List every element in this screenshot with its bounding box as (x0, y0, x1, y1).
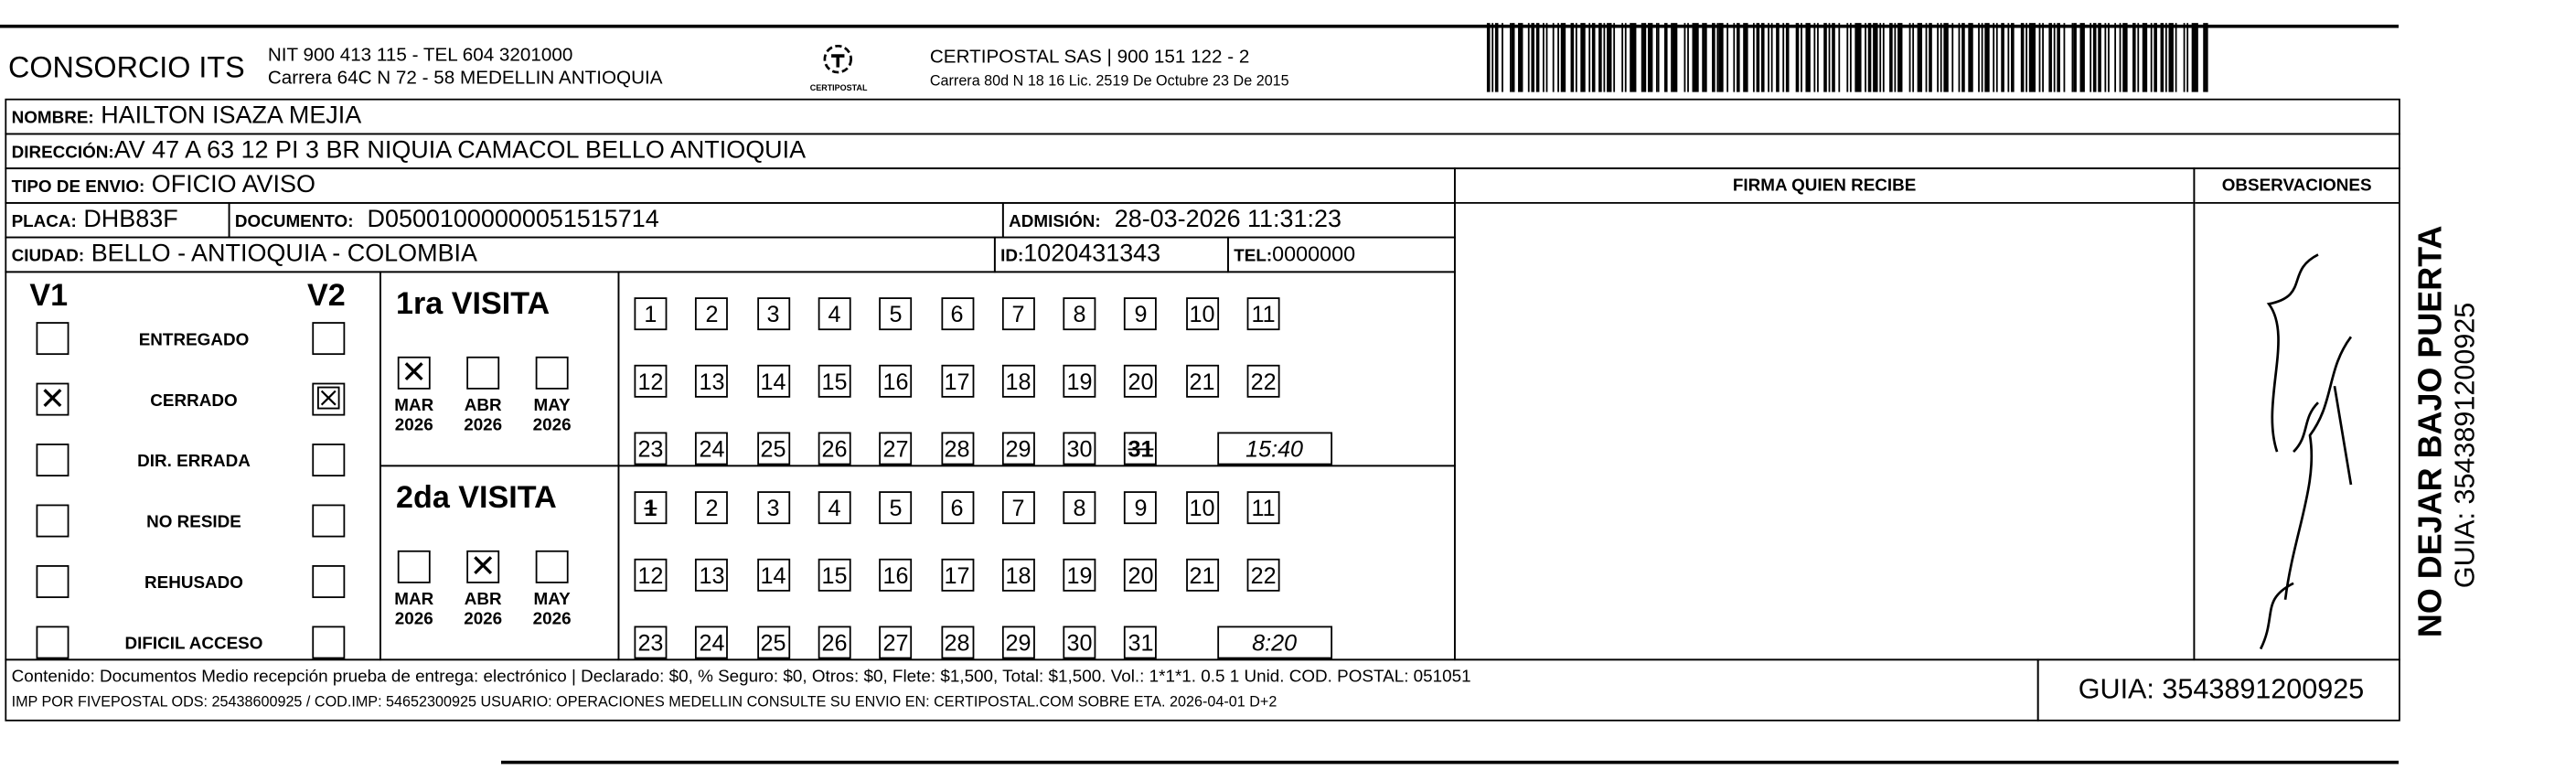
barcode-bar (1926, 23, 1928, 91)
day-checkbox[interactable]: 9 (1125, 297, 1158, 330)
company-nit: NIT 900 413 115 - TEL 604 3201000 (267, 46, 573, 66)
status-label: DIFICIL ACCESO (124, 634, 263, 655)
nombre-label: NOMBRE: (11, 108, 94, 129)
barcode-bar (1889, 23, 1892, 91)
day-checkbox[interactable]: 14 (757, 365, 790, 398)
day-checkbox[interactable]: 1 (634, 297, 667, 330)
barcode-bar (1846, 23, 1848, 91)
barcode-bar (2142, 23, 2147, 91)
side-guia: GUIA: 3543891200925 (2449, 302, 2481, 589)
month-checkbox[interactable]: ✕ (466, 551, 499, 583)
v2-checkbox[interactable] (312, 626, 345, 659)
barcode-bar (1607, 23, 1611, 91)
day-checkbox[interactable]: 14 (757, 559, 790, 592)
v1-checkbox[interactable]: ✕ (37, 383, 69, 416)
day-checkbox[interactable]: 27 (880, 433, 913, 465)
barcode-bar (1683, 23, 1686, 91)
v2-checkbox[interactable] (312, 565, 345, 598)
month-name: MAY (533, 395, 571, 416)
day-checkbox[interactable]: 29 (1002, 433, 1035, 465)
day-checkbox[interactable]: 24 (695, 433, 728, 465)
carrier-info (930, 46, 1289, 91)
month-checkbox[interactable] (398, 551, 431, 583)
placa-cell (5, 202, 230, 239)
barcode-bar (1951, 23, 1953, 91)
barcode-bar (2010, 23, 2015, 91)
day-checkbox[interactable]: 4 (818, 297, 851, 330)
barcode-bar (1664, 23, 1667, 91)
barcode-bar (1726, 23, 1728, 91)
visit-time: 8:20 (1217, 626, 1332, 659)
barcode-bar (1985, 23, 1990, 91)
barcode-bar (1743, 23, 1748, 91)
month-name: ABR (464, 589, 502, 610)
barcode-bar (1528, 23, 1530, 91)
barcode-bar (1509, 23, 1511, 91)
barcode-bar (1868, 23, 1871, 91)
status-label: CERRADO (150, 390, 238, 412)
barcode-bar (1531, 23, 1534, 91)
barcode-bar (1491, 23, 1493, 91)
barcode-bar (1543, 23, 1545, 91)
day-checkbox[interactable]: 30 (1064, 626, 1096, 659)
barcode-bar (1883, 23, 1885, 91)
placa-value: DHB83F (83, 205, 178, 234)
month-year: 2026 (464, 609, 503, 630)
day-checkbox[interactable]: 19 (1064, 365, 1096, 398)
company-address: Carrera 64C N 72 - 58 MEDELLIN ANTIOQUIA (267, 69, 663, 90)
barcode-bar (1796, 23, 1799, 91)
barcode-bar (1705, 23, 1707, 91)
barcode-bar (1981, 23, 1983, 91)
barcode-bar (1558, 23, 1560, 91)
barcode-bar (2113, 23, 2116, 91)
v1-checkbox[interactable] (37, 322, 69, 355)
ciudad-label: CIUDAD: (11, 246, 85, 267)
day-checkbox[interactable]: 2 (695, 491, 728, 524)
tel-value: 0000000 (1272, 241, 1356, 267)
barcode-bar (1978, 23, 1980, 91)
v1-checkbox[interactable] (37, 565, 69, 598)
barcode-bar (1655, 23, 1657, 91)
barcode-bar (1777, 23, 1780, 91)
barcode-bar (1832, 23, 1836, 91)
barcode-bar (2007, 23, 2009, 91)
barcode-bar (1813, 23, 1815, 91)
barcode-bar (2025, 23, 2026, 91)
day-checkbox[interactable]: 21 (1186, 365, 1219, 398)
tipo-label: TIPO DE ENVIO: (11, 177, 145, 198)
barcode-bar (2098, 23, 2102, 91)
barcode-bar (1993, 23, 1994, 91)
barcode-bar (1873, 23, 1877, 91)
day-checkbox[interactable]: 17 (941, 559, 974, 592)
day-checkbox[interactable]: 17 (941, 365, 974, 398)
footer-info (5, 658, 2038, 721)
barcode-bar (2041, 23, 2044, 91)
barcode-bar (1913, 23, 1915, 91)
day-checkbox[interactable]: 13 (695, 365, 728, 398)
barcode-bar (1805, 23, 1811, 91)
direccion-value: AV 47 A 63 12 PI 3 BR NIQUIA CAMACOL BELLO ANTIOQUIA (113, 136, 807, 165)
day-checkbox[interactable]: 28 (941, 433, 974, 465)
barcode-bar (2165, 23, 2167, 91)
barcode-bar (1588, 23, 1590, 91)
barcode-bar (1693, 23, 1698, 91)
month-label (386, 396, 442, 435)
barcode-bar (1535, 23, 1540, 91)
barcode-bar (1487, 23, 1490, 91)
ciudad-value: BELLO - ANTIOQUIA - COLOMBIA (91, 240, 478, 268)
barcode-bar (1770, 23, 1772, 91)
barcode-bar (1936, 23, 1939, 91)
ciudad-cell (5, 237, 995, 273)
firma-box (1454, 167, 2195, 660)
barcode-bar (1571, 23, 1574, 91)
barcode-bar (1849, 23, 1852, 91)
barcode-bar (2064, 23, 2066, 91)
barcode-bar (1753, 23, 1755, 91)
day-checkbox[interactable]: 31 (1125, 433, 1158, 465)
status-label: REHUSADO (144, 573, 243, 594)
v2-checkbox[interactable] (312, 322, 345, 355)
footer-guia: GUIA: 3543891200925 (2037, 658, 2400, 721)
day-checkbox[interactable]: 8 (1064, 491, 1096, 524)
visit-title: 2da VISITA (395, 481, 557, 517)
footer-contents: Contenido: Documentos Medio recepción prueba de entrega: electrónico | Declarado: $0, % Seguro: $0, Otros: $0, Flete: $1,500, Total: $1,500. Vol.: 1*1*1. 0.5 1 Unid. COD. POSTAL: 051051 (11, 667, 1471, 687)
handwritten-note (2195, 206, 2399, 659)
barcode-bar (2186, 23, 2189, 91)
barcode-bar (2093, 23, 2096, 91)
day-checkbox[interactable]: 24 (695, 626, 728, 659)
month-name: MAY (533, 589, 571, 610)
v1-checkbox[interactable] (37, 626, 69, 659)
barcode-bar (2002, 23, 2004, 91)
id-label: ID: (1000, 246, 1024, 267)
carrier-address: Carrera 80d N 18 16 Lic. 2519 De Octubre 23 De 2015 (929, 72, 1289, 90)
company-info (268, 45, 663, 91)
visit-title: 1ra VISITA (395, 287, 550, 323)
barcode-bar (1782, 23, 1784, 91)
barcode-bar (2074, 23, 2077, 91)
barcode-bar (1643, 23, 1646, 91)
firma-label: FIRMA QUIEN RECIBE (1456, 169, 2194, 204)
barcode-bar (1592, 23, 1595, 91)
barcode-bar (1580, 23, 1586, 91)
day-checkbox[interactable]: 22 (1247, 365, 1280, 398)
day-checkbox[interactable]: 1 (634, 491, 667, 524)
footer-print-info: IMP POR FIVEPOSTAL ODS: 25438600925 / COD.IMP: 54652300925 USUARIO: OPERACIONES MEDELLIN CONSULTE SU ENVIO EN: CERTIPOSTAL.COM SOBRE ETA. 2026-04-01 D+2 (11, 693, 1277, 711)
side-notice (2411, 128, 2480, 637)
barcode-bar (1712, 23, 1715, 91)
barcode-bar (1768, 23, 1769, 91)
day-checkbox[interactable]: 11 (1247, 491, 1280, 524)
v1-label: V1 (29, 279, 69, 315)
barcode-bar (1737, 23, 1739, 91)
barcode-bar (1621, 23, 1623, 91)
day-checkbox[interactable]: 23 (634, 626, 667, 659)
barcode-bar (1552, 23, 1555, 91)
day-checkbox[interactable]: 5 (880, 297, 913, 330)
month-label (386, 590, 442, 629)
day-checkbox[interactable]: 12 (634, 365, 667, 398)
barcode-bar (1760, 23, 1765, 91)
barcode-bar (2168, 23, 2173, 91)
month-checkbox[interactable] (466, 357, 499, 390)
day-checkbox[interactable]: 21 (1186, 559, 1219, 592)
observaciones-box (2193, 167, 2400, 660)
barcode-bar (2079, 23, 2085, 91)
id-value: 1020431343 (1023, 240, 1161, 268)
barcode-bar (1688, 23, 1690, 91)
v2-label: V2 (306, 279, 346, 315)
barcode-bar (1895, 23, 1897, 91)
day-checkbox[interactable]: 27 (880, 626, 913, 659)
documento-cell (229, 202, 1004, 239)
barcode-bar (1658, 23, 1660, 91)
barcode-bar (1614, 23, 1616, 91)
barcode-bar (1546, 23, 1548, 91)
barcode-bar (1630, 23, 1636, 91)
barcode-bar (1967, 23, 1972, 91)
barcode-bar (2154, 23, 2156, 91)
barcode-bar (2203, 23, 2205, 91)
nombre-row (5, 99, 2400, 135)
admision-label: ADMISIÓN: (1009, 211, 1101, 232)
day-checkbox[interactable]: 16 (880, 559, 913, 592)
day-checkbox[interactable]: 12 (634, 559, 667, 592)
nombre-value: HAILTON ISAZA MEJIA (101, 102, 362, 130)
day-checkbox[interactable]: 22 (1247, 559, 1280, 592)
barcode-bar (1917, 23, 1922, 91)
barcode-bar (1801, 23, 1802, 91)
barcode-bar (1701, 23, 1703, 91)
day-checkbox[interactable]: 18 (1002, 559, 1035, 592)
id-cell (994, 237, 1229, 273)
day-checkbox[interactable]: 4 (818, 491, 851, 524)
documento-value: D05001000000051515714 (367, 205, 659, 234)
barcode-bar (2105, 23, 2107, 91)
barcode-bar (2038, 23, 2040, 91)
barcode-bar (2161, 23, 2164, 91)
month-name: MAR (394, 395, 434, 416)
barcode-bar (2053, 23, 2055, 91)
v2-checkbox[interactable]: ☒ (312, 383, 345, 416)
placa-label: PLACA: (11, 211, 77, 232)
barcode-bar (1502, 23, 1503, 91)
month-label (455, 590, 511, 629)
month-checkbox[interactable] (536, 551, 569, 583)
barcode-bar (1673, 23, 1678, 91)
barcode-bar (2071, 23, 2073, 91)
barcode-bar (2108, 23, 2110, 91)
barcode-bar (2192, 23, 2197, 91)
barcode-bar (1929, 23, 1931, 91)
barcode-bar (2122, 23, 2127, 91)
v1-checkbox[interactable] (37, 505, 69, 538)
barcode-bar (1561, 23, 1566, 91)
day-checkbox[interactable]: 15 (818, 365, 851, 398)
month-year: 2026 (464, 415, 503, 436)
tipo-row (5, 167, 1455, 204)
admision-value: 28-03-2026 11:31:23 (1114, 205, 1341, 234)
day-checkbox[interactable]: 5 (880, 491, 913, 524)
barcode-bar (1716, 23, 1718, 91)
month-year: 2026 (394, 609, 433, 630)
day-checkbox[interactable]: 20 (1125, 559, 1158, 592)
day-checkbox[interactable]: 3 (757, 491, 790, 524)
barcode-bar (1824, 23, 1827, 91)
observaciones-label: OBSERVACIONES (2195, 169, 2399, 204)
status-label: NO RESIDE (146, 512, 241, 533)
barcode-bar (1880, 23, 1882, 91)
day-checkbox[interactable]: 25 (757, 626, 790, 659)
barcode-bar (1756, 23, 1758, 91)
bottom-rule (501, 761, 2399, 765)
day-checkbox[interactable]: 31 (1125, 626, 1158, 659)
barcode-bar (2120, 23, 2122, 91)
day-checkbox[interactable]: 20 (1125, 365, 1158, 398)
barcode-bar (1719, 23, 1724, 91)
month-label (524, 590, 580, 629)
day-checkbox[interactable]: 26 (818, 433, 851, 465)
day-checkbox[interactable]: 2 (695, 297, 728, 330)
barcode-bar (1576, 23, 1577, 91)
day-checkbox[interactable]: 23 (634, 433, 667, 465)
direccion-label: DIRECCIÓN: (11, 143, 114, 163)
barcode-bar (1897, 23, 1902, 91)
visit-time: 15:40 (1217, 433, 1332, 465)
barcode-bar (1512, 23, 1514, 91)
carrier-name: CERTIPOSTAL SAS | 900 151 122 - 2 (929, 48, 1250, 68)
barcode-bar (1995, 23, 1997, 91)
barcode-bar (1961, 23, 1964, 91)
barcode-bar (1839, 23, 1841, 91)
month-label (455, 396, 511, 435)
barcode-bar (1494, 23, 1499, 91)
v1-checkbox[interactable] (37, 444, 69, 476)
month-year: 2026 (394, 415, 433, 436)
day-checkbox[interactable]: 6 (941, 491, 974, 524)
month-year: 2026 (532, 415, 572, 436)
barcode-bar (1604, 23, 1606, 91)
v2-checkbox[interactable] (312, 505, 345, 538)
tel-label: TEL: (1234, 246, 1273, 267)
day-checkbox[interactable]: 18 (1002, 365, 1035, 398)
status-label: ENTREGADO (138, 330, 250, 350)
day-checkbox[interactable]: 19 (1064, 559, 1096, 592)
day-checkbox[interactable]: 28 (941, 626, 974, 659)
day-checkbox[interactable]: 30 (1064, 433, 1096, 465)
day-checkbox[interactable]: 9 (1125, 491, 1158, 524)
barcode-bar (1734, 23, 1736, 91)
day-checkbox[interactable]: 16 (880, 365, 913, 398)
barcode-bar (2048, 23, 2051, 91)
documento-label: DOCUMENTO: (234, 211, 354, 232)
barcode-bar (1624, 23, 1627, 91)
day-checkbox[interactable]: 10 (1186, 491, 1219, 524)
status-label: DIR. ERRADA (137, 452, 251, 472)
day-checkbox[interactable]: 10 (1186, 297, 1219, 330)
barcode-bar (1855, 23, 1861, 91)
day-checkbox[interactable]: 3 (757, 297, 790, 330)
day-checkbox[interactable]: 26 (818, 626, 851, 659)
day-checkbox[interactable]: 15 (818, 559, 851, 592)
month-name: MAR (394, 589, 434, 610)
month-year: 2026 (532, 609, 572, 630)
month-name: ABR (464, 395, 502, 416)
barcode-bar (1641, 23, 1642, 91)
tipo-value: OFICIO AVISO (151, 170, 315, 199)
barcode-bar (1944, 23, 1949, 91)
side-warning: NO DEJAR BAJO PUERTA (2413, 225, 2450, 638)
barcode-bar (1959, 23, 1961, 91)
certipostal-logo: CERTIPOSTAL (810, 43, 866, 94)
barcode-bar (2090, 23, 2092, 91)
barcode-bar (2029, 23, 2035, 91)
barcode-bar (1670, 23, 1672, 91)
barcode-bar (2151, 23, 2153, 91)
admision-cell (1002, 202, 1456, 239)
day-checkbox[interactable]: 29 (1002, 626, 1035, 659)
barcode-bar (2175, 23, 2177, 91)
barcode-bar (1786, 23, 1790, 91)
month-checkbox[interactable]: ✕ (398, 357, 431, 390)
barcode-bar (1940, 23, 1942, 91)
month-label (524, 396, 580, 435)
tel-cell (1227, 237, 1456, 273)
barcode-bar (2206, 23, 2208, 91)
barcode-bar (1518, 23, 1523, 91)
day-checkbox[interactable]: 7 (1002, 297, 1035, 330)
barcode-bar (1828, 23, 1830, 91)
barcode-bar (2133, 23, 2136, 91)
v2-checkbox[interactable] (312, 444, 345, 476)
company-name: CONSORCIO ITS (7, 50, 245, 84)
barcode-bar (1816, 23, 1819, 91)
barcode-bar (2183, 23, 2185, 91)
barcode-bar (2056, 23, 2060, 91)
barcode-bar (2137, 23, 2139, 91)
month-checkbox[interactable] (536, 357, 569, 390)
barcode (1487, 23, 2218, 91)
day-checkbox[interactable]: 6 (941, 297, 974, 330)
direccion-row (5, 134, 2400, 170)
day-checkbox[interactable]: 8 (1064, 297, 1096, 330)
day-checkbox[interactable]: 13 (695, 559, 728, 592)
barcode-bar (1648, 23, 1652, 91)
day-checkbox[interactable]: 7 (1002, 491, 1035, 524)
barcode-bar (1599, 23, 1602, 91)
barcode-bar (1865, 23, 1867, 91)
day-checkbox[interactable]: 25 (757, 433, 790, 465)
day-checkbox[interactable]: 11 (1247, 297, 1280, 330)
barcode-bar (2021, 23, 2024, 91)
barcode-bar (1908, 23, 1911, 91)
